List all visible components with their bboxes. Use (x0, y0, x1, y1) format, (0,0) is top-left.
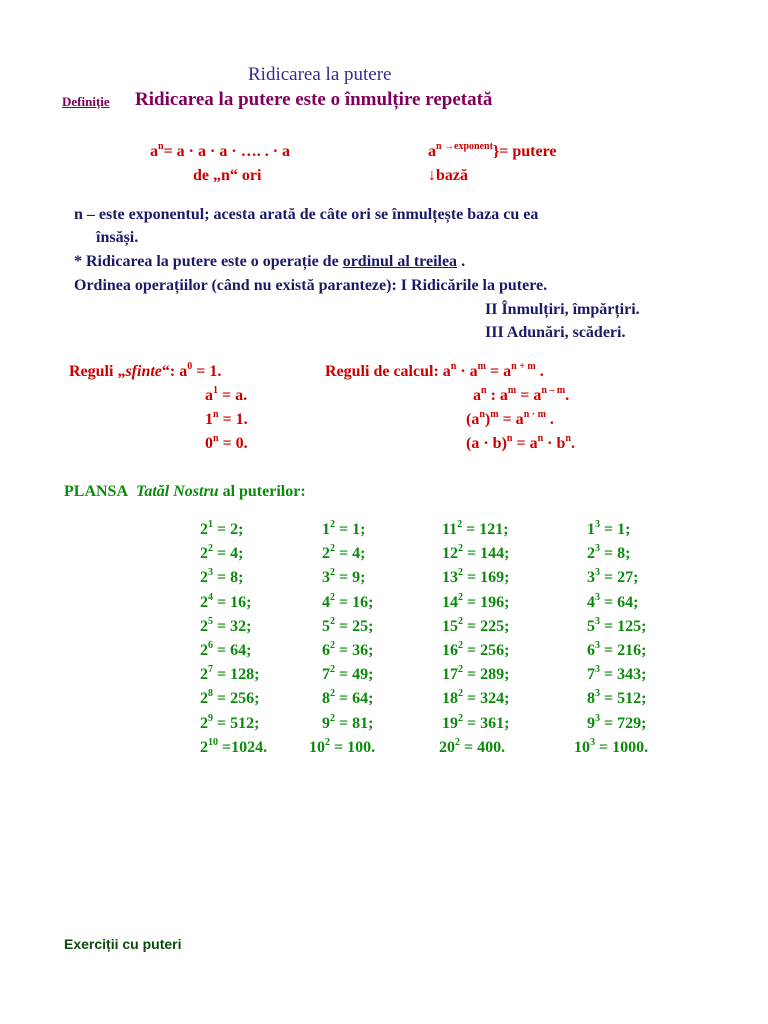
power-entry: $2^3 = 8$; (587, 543, 631, 563)
power-entry: $2^9 = 512$; (200, 712, 260, 732)
power-entry: $20^2 = 400$. (439, 736, 506, 756)
definition-label: Definiție (62, 94, 110, 109)
explanation-line-3: * Ridicarea la putere este o operație de ordinul al treilea . (74, 253, 466, 270)
power-entry: $2^{10} =1024$. (200, 736, 268, 756)
sacred-rules-label: Reguli „sfinte“: $a^0 = 1$. (69, 361, 222, 380)
power-entry: $6^2 = 36$; (322, 639, 374, 659)
power-entry: $2^1 = 2$; (200, 519, 244, 538)
power-entry: $9^3 = 729$; (587, 712, 647, 732)
power-entry: $2^3 = 8$; (200, 567, 244, 587)
power-entry: $1^3 = 1$; (587, 519, 631, 538)
order-term: ordinul al treilea (342, 253, 458, 270)
definition-text: Ridicarea la putere este o înmulțire repetată (135, 89, 493, 110)
power-entry: $11^2 = 121$; (442, 519, 509, 538)
calc-rule-3: $(a^n)^m = a^{n \cdot m}$ . (466, 409, 554, 428)
page-title: Ridicarea la putere (248, 64, 392, 85)
sacred-rule-2: $a^1 = a$. (205, 385, 248, 404)
power-entry: $14^2 = 196$; (442, 591, 510, 611)
sacred-rule-4: $0^n = 0$. (205, 433, 248, 452)
power-entry: $5^3 = 125$; (587, 615, 647, 635)
power-entry: $16^2 = 256$; (442, 639, 510, 659)
sacred-rule-3: $1^n = 1$. (205, 409, 248, 428)
power-entry: $2^2 = 4$; (200, 543, 244, 563)
powers-column-4 (574, 518, 649, 760)
power-entry: $19^2 = 361$; (442, 712, 510, 732)
explanation-line-2: însăși. (96, 229, 139, 246)
power-entry: $10^2 = 100$. (309, 736, 376, 756)
powers-column-1 (200, 518, 267, 760)
power-entry: $4^3 = 64$; (587, 591, 639, 611)
power-entry: $15^2 = 225$; (442, 615, 510, 635)
power-entry: $4^2 = 16$; (322, 591, 374, 611)
times-note: de „n“ ori (193, 167, 262, 184)
power-entry: $6^3 = 216$; (587, 639, 647, 659)
order-item-3: III Adunări, scăderi. (485, 324, 626, 341)
power-entry: $18^2 = 324$; (442, 688, 510, 708)
power-entry: $2^2 = 4$; (322, 543, 366, 563)
power-entry: $8^2 = 64$; (322, 688, 374, 708)
power-entry: $2^7 = 128$; (200, 664, 260, 684)
power-entry: $1^2 = 1$; (322, 519, 366, 538)
powers-column-3 (439, 518, 510, 760)
exercises-heading: Exerciții cu puteri (64, 936, 182, 952)
plansa-heading: PLANSA Tatăl Nostru al puterilor: (64, 483, 306, 500)
order-item-2: II Înmulțiri, împărțiri. (485, 301, 640, 318)
power-entry: $12^2 = 144$; (442, 543, 510, 563)
base-note: ↓bază (428, 167, 468, 184)
power-entry: $7^3 = 343$; (587, 664, 647, 684)
power-formula: $a^n= a \cdot a \cdot a$ · …. . · a (150, 141, 291, 160)
explanation-line-1: n – este exponentul; acesta arată de câte ori se înmulțește baza cu ea (74, 206, 539, 223)
power-entry: $5^2 = 25$; (322, 615, 374, 635)
calc-rule-2: $a^n$ : $a^m = a^{n - m}$. (473, 385, 570, 404)
power-notation: $a^{n \to exponent}\}=$ putere (428, 141, 557, 160)
power-entry: $9^2 = 81$; (322, 712, 374, 732)
power-entry: $2^6 = 64$; (200, 639, 252, 659)
power-entry: $2^5 = 32$; (200, 615, 252, 635)
power-entry: $8^3 = 512$; (587, 688, 647, 708)
power-entry: $3^2 = 9$; (322, 567, 366, 587)
power-entry: $17^2 = 289$; (442, 664, 510, 684)
calc-rule-4: $(a \cdot b)^n = a^n \cdot b^n$. (466, 433, 575, 452)
calc-rule-1: Reguli de calcul: $a^n \cdot a^m = a^{n + m}$ . (325, 361, 544, 380)
power-entry: $13^2 = 169$; (442, 567, 510, 587)
order-of-operations: Ordinea operațiilor (când nu există paranteze): I Ridicările la putere. (74, 277, 548, 294)
power-entry: $2^4 = 16$; (200, 591, 252, 611)
power-entry: $7^2 = 49$; (322, 664, 374, 684)
power-entry: $3^3 = 27$; (587, 567, 639, 587)
power-entry: $10^3 = 1000$. (574, 736, 649, 756)
powers-column-2 (309, 518, 376, 760)
power-entry: $2^8 = 256$; (200, 688, 260, 708)
